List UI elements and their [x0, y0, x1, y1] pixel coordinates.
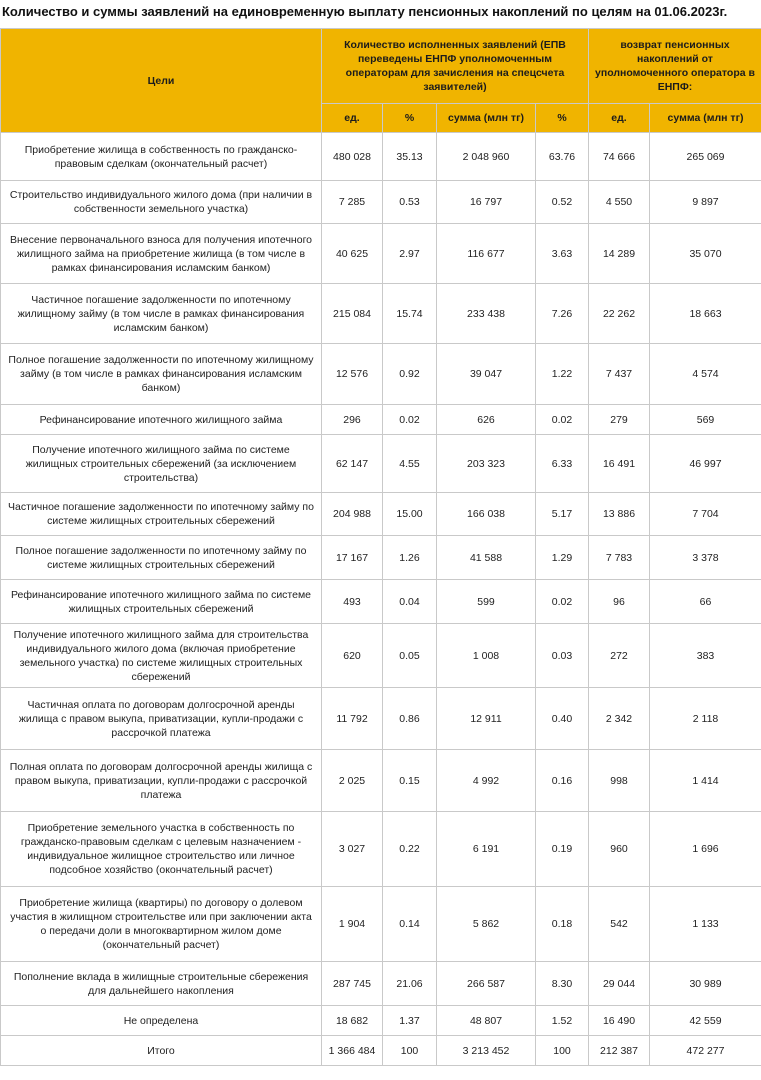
- cell-sum: 116 677: [437, 224, 536, 284]
- cell-sum-percent: 5.17: [536, 493, 589, 536]
- cell-sum-percent: 3.63: [536, 224, 589, 284]
- cell-percent: 1.37: [383, 1006, 437, 1036]
- cell-sum-percent: 0.19: [536, 812, 589, 887]
- cell-return-sum: 383: [650, 624, 761, 688]
- cell-sum: 5 862: [437, 887, 536, 962]
- cell-goal: Внесение первоначального взноса для получения ипотечного жилищного займа на приобретение жилища (в том числе в рамках финансирования исламским банком): [1, 224, 322, 284]
- cell-return-units: 74 666: [589, 133, 650, 181]
- cell-return-sum: 1 133: [650, 887, 761, 962]
- table-row: [1, 133, 761, 181]
- cell-sum-percent: 1.22: [536, 344, 589, 405]
- cell-return-sum: 9 897: [650, 181, 761, 224]
- cell-return-units: 279: [589, 405, 650, 435]
- subheader-units: ед.: [322, 104, 383, 133]
- cell-units: 12 576: [322, 344, 383, 405]
- table-row: [1, 750, 761, 812]
- cell-return-units: 4 550: [589, 181, 650, 224]
- cell-sum: 166 038: [437, 493, 536, 536]
- cell-percent: 15.00: [383, 493, 437, 536]
- cell-percent: 100: [383, 1036, 437, 1066]
- table-row: [1, 962, 761, 1006]
- cell-sum: 41 588: [437, 536, 536, 580]
- cell-percent: 35.13: [383, 133, 437, 181]
- cell-return-sum: 1 414: [650, 750, 761, 812]
- cell-goal: Частичное погашение задолженности по ипотечному займу по системе жилищных строительных сбережений: [1, 493, 322, 536]
- cell-sum: 12 911: [437, 688, 536, 750]
- table-row: [1, 580, 761, 624]
- table-row: [1, 493, 761, 536]
- cell-sum-percent: 6.33: [536, 435, 589, 493]
- cell-sum: 599: [437, 580, 536, 624]
- subheader-sum-percent: %: [536, 104, 589, 133]
- table-row: [1, 624, 761, 688]
- cell-goal: Частичное погашение задолженности по ипотечному жилищному займу (в том числе в рамках финансирования исламским банком): [1, 284, 322, 344]
- pension-table: [0, 28, 761, 1066]
- cell-return-units: 2 342: [589, 688, 650, 750]
- cell-goal: Рефинансирование ипотечного жилищного займа: [1, 405, 322, 435]
- cell-goal: Получение ипотечного жилищного займа для строительства индивидуального жилого дома (включая приобретение земельного участка) по системе жилищных строительных сбережений: [1, 624, 322, 688]
- cell-return-units: 16 491: [589, 435, 650, 493]
- cell-sum: 266 587: [437, 962, 536, 1006]
- cell-units: 480 028: [322, 133, 383, 181]
- page-title: Количество и суммы заявлений на единовременную выплату пенсионных накоплений по целям на 01.06.2023г.: [2, 4, 728, 19]
- cell-sum-percent: 0.02: [536, 580, 589, 624]
- cell-percent: 0.05: [383, 624, 437, 688]
- cell-sum: 6 191: [437, 812, 536, 887]
- cell-sum-percent: 8.30: [536, 962, 589, 1006]
- cell-units: 620: [322, 624, 383, 688]
- header-goals: Цели: [1, 29, 322, 133]
- cell-goal: Строительство индивидуального жилого дома (при наличии в собственности земельного участка): [1, 181, 322, 224]
- cell-sum: 203 323: [437, 435, 536, 493]
- cell-return-sum: 3 378: [650, 536, 761, 580]
- table-row: [1, 284, 761, 344]
- cell-return-units: 13 886: [589, 493, 650, 536]
- cell-return-sum: 42 559: [650, 1006, 761, 1036]
- cell-goal: Рефинансирование ипотечного жилищного займа по системе жилищных строительных сбережений: [1, 580, 322, 624]
- cell-units: 287 745: [322, 962, 383, 1006]
- cell-return-sum: 30 989: [650, 962, 761, 1006]
- cell-goal: Полное погашение задолженности по ипотечному займу по системе жилищных строительных сбережений: [1, 536, 322, 580]
- cell-sum: 233 438: [437, 284, 536, 344]
- cell-sum-percent: 0.40: [536, 688, 589, 750]
- cell-return-units: 998: [589, 750, 650, 812]
- cell-units: 18 682: [322, 1006, 383, 1036]
- subheader-return-sum: сумма (млн тг): [650, 104, 761, 133]
- cell-return-units: 14 289: [589, 224, 650, 284]
- cell-units: 493: [322, 580, 383, 624]
- table-row: [1, 1036, 761, 1066]
- cell-return-sum: 66: [650, 580, 761, 624]
- cell-return-sum: 265 069: [650, 133, 761, 181]
- cell-return-units: 542: [589, 887, 650, 962]
- cell-sum: 48 807: [437, 1006, 536, 1036]
- cell-percent: 0.22: [383, 812, 437, 887]
- cell-sum-percent: 0.02: [536, 405, 589, 435]
- table-row: [1, 344, 761, 405]
- subheader-sum: сумма (млн тг): [437, 104, 536, 133]
- cell-sum: 4 992: [437, 750, 536, 812]
- cell-goal: Итого: [1, 1036, 322, 1066]
- cell-sum: 1 008: [437, 624, 536, 688]
- cell-goal: Полное погашение задолженности по ипотечному жилищному займу (в том числе в рамках финансирования исламским банком): [1, 344, 322, 405]
- cell-percent: 21.06: [383, 962, 437, 1006]
- cell-goal: Частичная оплата по договорам долгосрочной аренды жилища с правом выкупа, приватизации, купли-продажи с рассрочкой платежа: [1, 688, 322, 750]
- cell-percent: 15.74: [383, 284, 437, 344]
- cell-sum-percent: 0.52: [536, 181, 589, 224]
- cell-return-sum: 1 696: [650, 812, 761, 887]
- cell-goal: Приобретение жилища (квартиры) по договору о долевом участия в жилищном строительстве или при заключении акта о передачи доли в многоквартирном жилом доме (окончательный расчет): [1, 887, 322, 962]
- table-row: [1, 405, 761, 435]
- cell-return-sum: 4 574: [650, 344, 761, 405]
- cell-goal: Не определена: [1, 1006, 322, 1036]
- cell-percent: 4.55: [383, 435, 437, 493]
- cell-return-units: 960: [589, 812, 650, 887]
- table-row: [1, 812, 761, 887]
- cell-percent: 0.15: [383, 750, 437, 812]
- table-row: [1, 536, 761, 580]
- table-row: [1, 435, 761, 493]
- cell-units: 7 285: [322, 181, 383, 224]
- cell-goal: Пополнение вклада в жилищные строительные сбережения для дальнейшего накопления: [1, 962, 322, 1006]
- cell-sum-percent: 1.52: [536, 1006, 589, 1036]
- cell-sum-percent: 0.03: [536, 624, 589, 688]
- cell-percent: 0.53: [383, 181, 437, 224]
- cell-sum: 39 047: [437, 344, 536, 405]
- cell-percent: 1.26: [383, 536, 437, 580]
- cell-units: 215 084: [322, 284, 383, 344]
- cell-units: 2 025: [322, 750, 383, 812]
- subheader-return-units: ед.: [589, 104, 650, 133]
- subheader-percent: %: [383, 104, 437, 133]
- cell-sum-percent: 63.76: [536, 133, 589, 181]
- cell-sum-percent: 7.26: [536, 284, 589, 344]
- table-row: [1, 181, 761, 224]
- cell-units: 17 167: [322, 536, 383, 580]
- cell-sum: 16 797: [437, 181, 536, 224]
- cell-goal: Приобретение земельного участка в собственность по гражданско-правовым сделкам с целевым назначением - индивидуальное жилищное строительство или личное подсобное хозяйство (окончательный расчет): [1, 812, 322, 887]
- cell-return-sum: 7 704: [650, 493, 761, 536]
- cell-return-units: 7 783: [589, 536, 650, 580]
- cell-return-sum: 569: [650, 405, 761, 435]
- header-returns: возврат пенсионных накоплений от уполномоченного оператора в ЕНПФ:: [589, 29, 761, 104]
- header-executed-applications: Количество исполненных заявлений (ЕПВ переведены ЕНПФ уполномоченным операторам для зачисления на спецсчета заявителей): [322, 29, 589, 104]
- table-row: [1, 224, 761, 284]
- cell-return-sum: 18 663: [650, 284, 761, 344]
- cell-goal: Приобретение жилища в собственность по гражданско-правовым сделкам (окончательный расчет): [1, 133, 322, 181]
- table-row: [1, 688, 761, 750]
- cell-sum-percent: 0.16: [536, 750, 589, 812]
- cell-units: 62 147: [322, 435, 383, 493]
- cell-percent: 0.86: [383, 688, 437, 750]
- cell-units: 3 027: [322, 812, 383, 887]
- cell-return-units: 7 437: [589, 344, 650, 405]
- cell-sum: 2 048 960: [437, 133, 536, 181]
- cell-sum-percent: 1.29: [536, 536, 589, 580]
- cell-sum-percent: 100: [536, 1036, 589, 1066]
- cell-percent: 0.02: [383, 405, 437, 435]
- cell-return-units: 29 044: [589, 962, 650, 1006]
- cell-sum-percent: 0.18: [536, 887, 589, 962]
- cell-units: 11 792: [322, 688, 383, 750]
- cell-return-units: 22 262: [589, 284, 650, 344]
- cell-units: 40 625: [322, 224, 383, 284]
- cell-return-units: 16 490: [589, 1006, 650, 1036]
- cell-goal: Полная оплата по договорам долгосрочной аренды жилища с правом выкупа, приватизации, купли-продажи с рассрочкой платежа: [1, 750, 322, 812]
- cell-percent: 0.04: [383, 580, 437, 624]
- cell-sum: 3 213 452: [437, 1036, 536, 1066]
- cell-units: 1 904: [322, 887, 383, 962]
- cell-units: 204 988: [322, 493, 383, 536]
- cell-return-sum: 2 118: [650, 688, 761, 750]
- cell-percent: 2.97: [383, 224, 437, 284]
- table-row: [1, 1006, 761, 1036]
- cell-percent: 0.92: [383, 344, 437, 405]
- cell-return-units: 212 387: [589, 1036, 650, 1066]
- cell-return-units: 96: [589, 580, 650, 624]
- cell-return-units: 272: [589, 624, 650, 688]
- table-row: [1, 887, 761, 962]
- cell-goal: Получение ипотечного жилищного займа по системе жилищных строительных сбережений (за исключением строительства): [1, 435, 322, 493]
- cell-return-sum: 46 997: [650, 435, 761, 493]
- cell-percent: 0.14: [383, 887, 437, 962]
- cell-return-sum: 472 277: [650, 1036, 761, 1066]
- cell-units: 1 366 484: [322, 1036, 383, 1066]
- cell-sum: 626: [437, 405, 536, 435]
- cell-return-sum: 35 070: [650, 224, 761, 284]
- cell-units: 296: [322, 405, 383, 435]
